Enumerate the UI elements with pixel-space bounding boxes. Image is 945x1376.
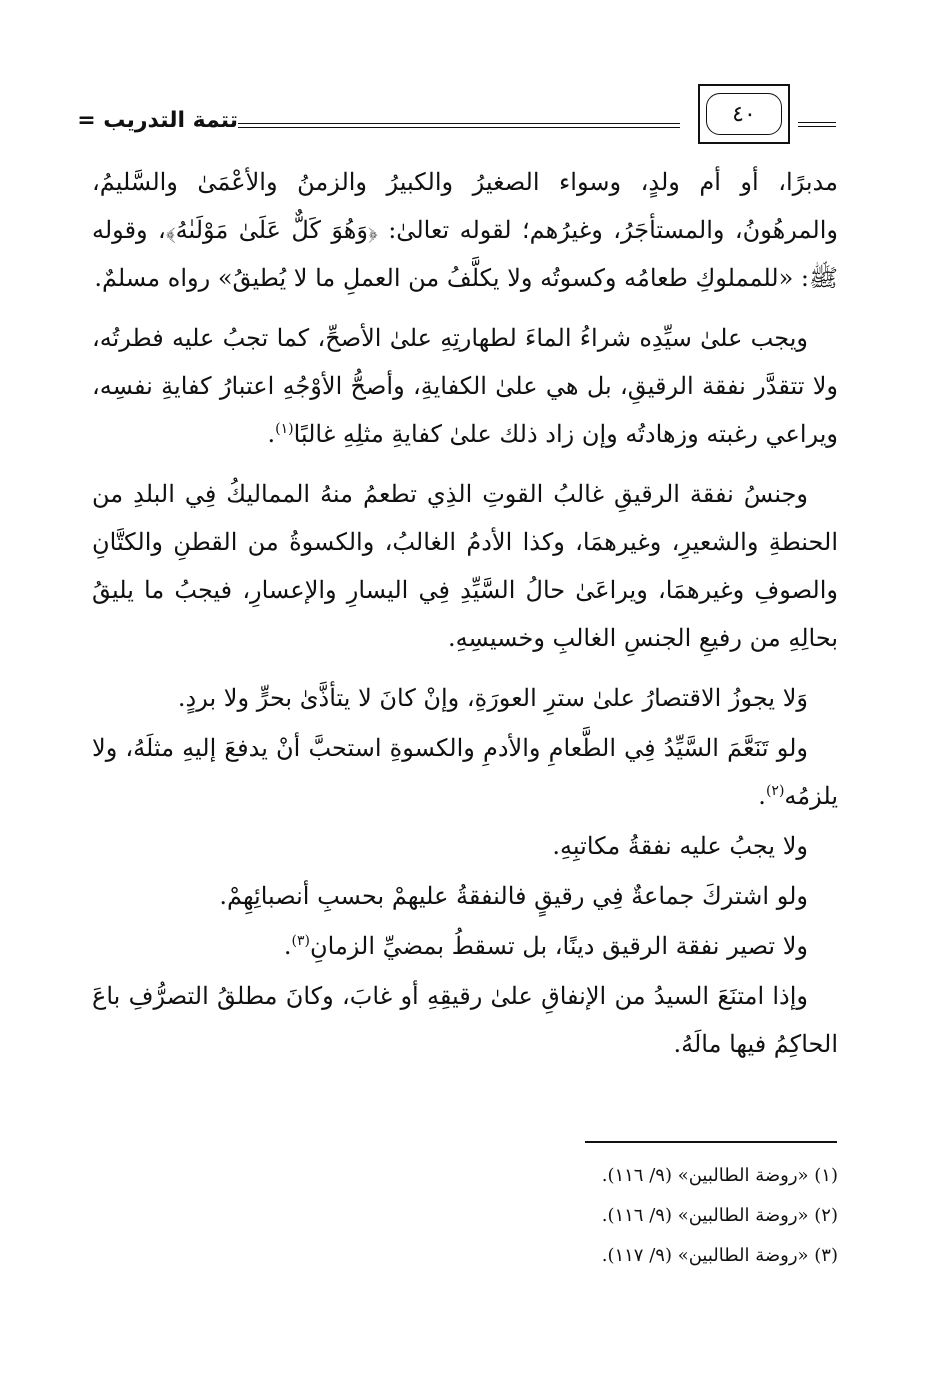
running-title: تتمة التدريب = bbox=[77, 108, 238, 133]
paragraph-5-end: . bbox=[758, 782, 766, 810]
footnote-1: (١) «روضة الطالبين» (٩/ ١١٦). bbox=[601, 1165, 838, 1186]
main-text bbox=[92, 158, 838, 1070]
header-rule-right bbox=[798, 122, 836, 127]
paragraph-5-text: ولو تَنَعَّمَ السَّيِّدُ فِي الطَّعامِ والأدمِ والكسوةِ استحبَّ أنْ يدفعَ إليهِ مثلَهُ، ولا يلزمُه bbox=[92, 734, 838, 810]
paragraph-1: مدبرًا، أو أم ولدٍ، وسواء الصغيرُ والكبيرُ والزمنُ والأعْمَىٰ والسَّليمُ، والمرهُونُ، والمستأجَرُ، وغيرُهم؛ لقوله تعالىٰ: ﴿وَهُوَ كَلٌّ عَلَىٰ مَوْلَىٰهُ﴾، وقوله ﷺ: «للمملوكِ طعامُه وكسوتُه ولا يكلَّفُ من العملِ ما لا يُطيقُ» رواه مسلمٌ. bbox=[92, 168, 838, 292]
footnote-ref-2: (٢) bbox=[765, 783, 785, 799]
header-rule-left bbox=[238, 123, 680, 128]
paragraph-4: وَلا يجوزُ الاقتصارُ علىٰ سترِ العورَةِ، وإنْ كانَ لا يتأذَّىٰ بحرٍّ ولا بردٍ. bbox=[177, 684, 808, 712]
paragraph-8-end: . bbox=[283, 932, 292, 960]
footnote-3: (٣) «روضة الطالبين» (٩/ ١١٧). bbox=[601, 1245, 838, 1266]
paragraph-8-text: ولا تصير نفقة الرقيق دينًا، بل تسقطُ بمضيِّ الزمانِ bbox=[310, 932, 808, 960]
paragraph-8 bbox=[92, 922, 838, 970]
paragraph-6: ولا يجبُ عليه نفقةُ مكاتبِهِ. bbox=[552, 832, 808, 860]
paragraph-3: وجنسُ نفقة الرقيقِ غالبُ القوتِ الذِي تطعمُ منهُ المماليكُ فِي البلدِ من الحنطةِ والشعيرِ، وغيرهمَا، وكذا الأدمُ الغالبُ، والكسوةُ من القطنِ والكتَّانِ والصوفِ وغيرهمَا، ويراعَىٰ حالُ السَّيِّدِ فِي اليسارِ والإعسارِ، فيجبُ ما يليقُ بحالِهِ من رفيعِ الجنسِ الغالبِ وخسيسِهِ. bbox=[92, 480, 838, 652]
footnote-2: (٢) «روضة الطالبين» (٩/ ١١٦). bbox=[601, 1205, 838, 1226]
footnotes bbox=[400, 1156, 838, 1276]
page-number-frame bbox=[698, 84, 790, 144]
paragraph-5 bbox=[92, 724, 838, 820]
paragraph-2 bbox=[92, 314, 838, 458]
footnote-ref-3: (٣) bbox=[291, 933, 310, 949]
footnote-separator bbox=[585, 1141, 837, 1143]
paragraph-7: ولو اشتركَ جماعةٌ فِي رقيقٍ فالنفقةُ عليهمْ بحسبِ أنصبائِهِمْ. bbox=[219, 882, 808, 910]
paragraph-9: وإذا امتنَعَ السيدُ من الإنفاقِ علىٰ رقيقِهِ أو غابَ، وكانَ مطلقُ التصرُّفِ باعَ الحاكِمُ فيها مالَهُ. bbox=[92, 982, 838, 1058]
paragraph-2-text: ويجب علىٰ سيِّدِه شراءُ الماءَ لطهارتِهِ علىٰ الأصحِّ، كما تجبُ عليه فطرتُه، ولا تتقدَّر نفقة الرقيقِ، بل هي علىٰ الكفايةِ، وأصحُّ الأوْجُهِ اعتبارُ كفايةِ نفسِه، ويراعي رغبته وزهادتُه وإن زاد ذلك علىٰ كفايةِ مثلِهِ غالبًا bbox=[92, 324, 838, 448]
footnote-ref-1: (١) bbox=[275, 421, 294, 437]
paragraph-2-end: . bbox=[267, 420, 276, 448]
page-header bbox=[77, 84, 840, 146]
page-number: ٤٠ bbox=[706, 93, 782, 135]
